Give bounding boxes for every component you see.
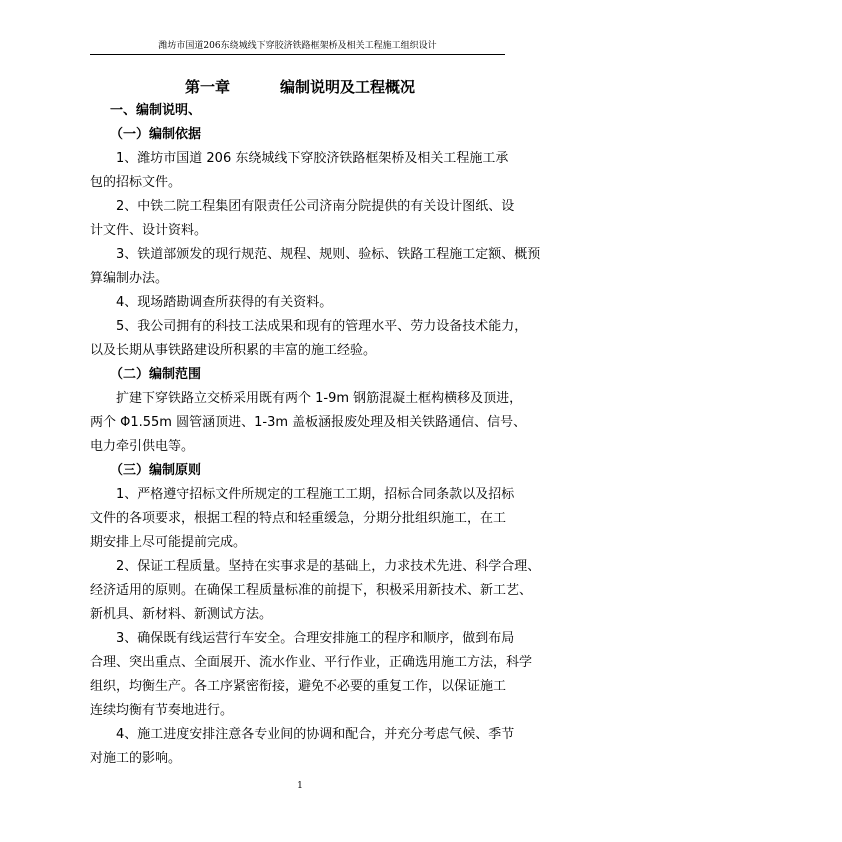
scope-line-1: 扩建下穿铁路立交桥采用既有两个 1-9m 钢筋混凝土框构横移及顶进，	[116, 391, 523, 406]
basis-item-5-line-1: 5、我公司拥有的科技工法成果和现有的管理水平、劳力设备技术能力，	[116, 319, 528, 334]
basis-item-3-line-2: 算编制办法。	[90, 271, 169, 286]
chapter-heading: 编制说明及工程概况	[280, 78, 416, 96]
principle-1-line-2: 文件的各项要求，根据工程的特点和轻重缓急，分期分批组织施工，在工	[90, 511, 507, 526]
subsection-heading-basis: （一）编制依据	[110, 127, 202, 142]
subsection-heading-scope: （二）编制范围	[110, 367, 202, 382]
basis-item-1-line-1: 1、潍坊市国道 206 东绕城线下穿胶济铁路框架桥及相关工程施工承	[116, 151, 509, 166]
chapter-title	[0, 78, 600, 96]
section-heading-1: 一、编制说明、	[110, 103, 202, 118]
basis-item-5-line-2: 以及长期从事铁路建设所积累的丰富的施工经验。	[90, 343, 377, 358]
principle-4-line-2: 对施工的影响。	[90, 751, 182, 766]
principle-1-line-3: 期安排上尽可能提前完成。	[90, 535, 247, 550]
principle-3-line-4: 连续均衡有节奏地进行。	[90, 703, 234, 718]
basis-item-2-line-1: 2、中铁二院工程集团有限责任公司济南分院提供的有关设计图纸、设	[116, 199, 515, 214]
principle-1-line-1: 1、严格遵守招标文件所规定的工程施工工期，招标合同条款以及招标	[116, 487, 515, 502]
basis-item-2-line-2: 计文件、设计资料。	[90, 223, 208, 238]
subsection-heading-principles: （三）编制原则	[110, 463, 202, 478]
principle-3-line-1: 3、确保既有线运营行车安全。合理安排施工的程序和顺序，做到布局	[116, 631, 515, 646]
principle-4-line-1: 4、施工进度安排注意各专业间的协调和配合，并充分考虑气候、季节	[116, 727, 515, 742]
principle-3-line-2: 合理、突出重点、全面展开、流水作业、平行作业，正确选用施工方法，科学	[90, 655, 533, 670]
basis-item-4-line-1: 4、现场踏勘调查所获得的有关资料。	[116, 295, 333, 310]
chapter-number: 第一章	[184, 78, 230, 96]
basis-item-1-line-2: 包的招标文件。	[90, 175, 182, 190]
principle-2-line-3: 新机具、新材料、新测试方法。	[90, 607, 273, 622]
scope-line-3: 电力牵引供电等。	[90, 439, 195, 454]
basis-item-3-line-1: 3、铁道部颁发的现行规范、规程、规则、验标、铁路工程施工定额、概预	[116, 247, 541, 262]
principle-2-line-1: 2、保证工程质量。坚持在实事求是的基础上，力求技术先进、科学合理、	[116, 559, 541, 574]
running-header: 潍坊市国道206东绕城线下穿胶济铁路框架桥及相关工程施工组织设计	[158, 41, 437, 51]
header-rule	[90, 54, 505, 55]
principle-2-line-2: 经济适用的原则。在确保工程质量标准的前提下，积极采用新技术、新工艺、	[90, 583, 533, 598]
scope-line-2: 两个 Φ1.55m 圆管涵顶进、1-3m 盖板涵报废处理及相关铁路通信、信号、	[90, 415, 527, 430]
page-number: 1	[297, 781, 303, 791]
principle-3-line-3: 组织，均衡生产。各工序紧密衔接，避免不必要的重复工作，以保证施工	[90, 679, 507, 694]
